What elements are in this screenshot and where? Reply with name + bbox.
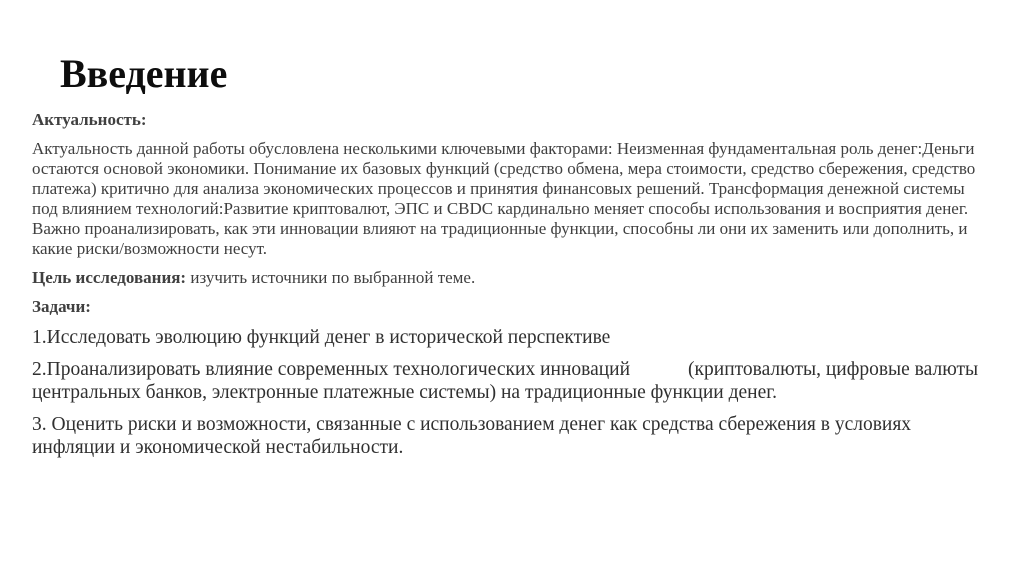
slide-content (32, 110, 992, 468)
task-item-1: 1.Исследовать эволюцию функций денег в исторической перспективе (32, 327, 611, 348)
slide-title: Введение (60, 51, 228, 96)
relevance-heading: Актуальность: (32, 110, 147, 129)
goal-label: Цель исследования: (32, 268, 187, 287)
task-2-part-1: 2.Проанализировать влияние современных технологических инноваций (32, 359, 631, 380)
relevance-text: Актуальность данной работы обусловлена несколькими ключевыми факторами: Неизменная фундаментальная роль денег:Деньги остаются основой экономики. Понимание их базовых функций (средство обмена, мера стоимости, средство сбережения, средство платежа) критично для анализа экономических процессов и принятия финансовых решений. Трансформация денежной системы под влиянием технологий:Развитие криптовалют, ЭПС и CBDC кардинально меняет способы использования и восприятия денег. Важно проанализировать, как эти инновации влияют на традиционные функции, способны ли они их заменить или дополнить, и какие риски/возможности несут. (32, 139, 976, 258)
task-item-3: 3. Оценить риски и возможности, связанные с использованием денег как средства сбережения в условиях инфляции и экономической нестабильности. (32, 414, 912, 458)
research-goal (32, 268, 992, 288)
task-2-part-2: (криптовалюты, цифровые валюты центральных банков, электронные платежные системы) на традиционные функции денег. (32, 359, 979, 403)
goal-text: изучить источники по выбранной теме. (186, 268, 476, 287)
tasks-heading: Задачи: (32, 297, 91, 316)
task-item-2 (32, 358, 992, 404)
